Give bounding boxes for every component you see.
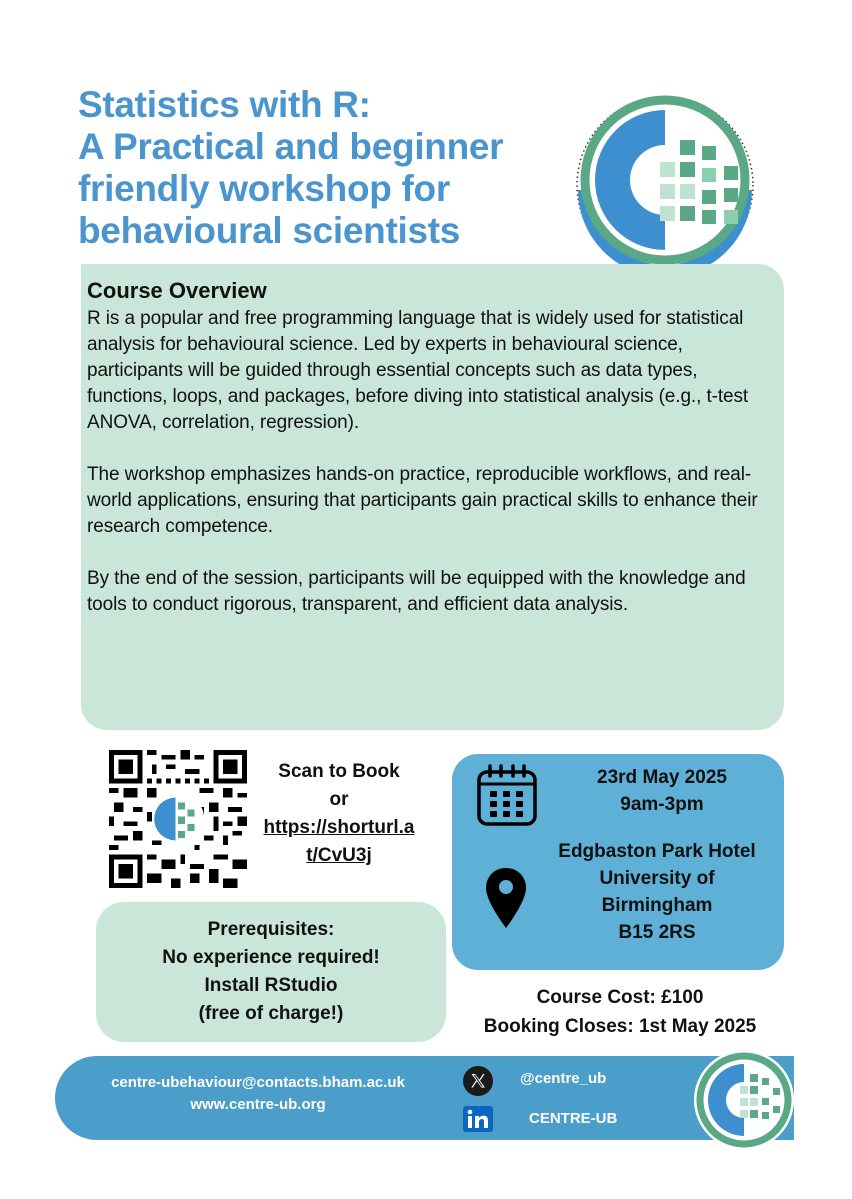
title-line: friendly workshop for: [78, 168, 450, 209]
prerequisites-line: No experience required!: [162, 947, 380, 968]
overview-paragraph: By the end of the session, participants will be equipped with the knowledge and tools to conduct rigorous, transparent, and efficient data analysis.: [87, 568, 746, 615]
venue-line: B15 2RS: [618, 922, 696, 943]
booking-qr-code-icon[interactable]: [107, 750, 249, 888]
course-overview-panel: [81, 264, 784, 730]
title-line: Statistics with R:: [78, 84, 371, 125]
centre-ub-logo-small-icon: [692, 1048, 796, 1152]
event-details-panel: [452, 754, 784, 970]
event-time: 9am-3pm: [620, 794, 704, 815]
event-venue: [547, 838, 767, 946]
calendar-icon: [474, 762, 540, 828]
contact-info: [73, 1072, 443, 1116]
venue-line: Birmingham: [601, 895, 713, 916]
or-label: or: [329, 789, 349, 810]
prerequisites-heading: Prerequisites:: [207, 919, 335, 940]
overview-paragraph: The workshop emphasizes hands-on practice, reproducible workflows, and real-world applications, ensuring that participants gain practical skills to enhance their research competence.: [87, 464, 758, 537]
course-cost: Course Cost: £100: [536, 987, 704, 1008]
x-handle[interactable]: @centre_ub: [520, 1070, 607, 1087]
title-line: behavioural scientists: [78, 210, 461, 251]
venue-line: University of: [599, 868, 715, 889]
footer-bar: [55, 1056, 794, 1140]
prerequisites-line: (free of charge!): [198, 1003, 344, 1024]
booking-info: [248, 758, 430, 870]
website-link[interactable]: www.centre-ub.org: [190, 1096, 326, 1113]
location-pin-icon: [484, 866, 528, 932]
title-line: A Practical and beginner: [78, 126, 504, 167]
course-overview-heading: Course Overview: [87, 278, 267, 303]
booking-url-line: https://shorturl.a: [263, 817, 415, 838]
booking-link[interactable]: [248, 814, 430, 870]
centre-ub-logo-icon: [556, 90, 774, 280]
x-twitter-icon[interactable]: [463, 1066, 493, 1096]
booking-closes: Booking Closes: 1st May 2025: [483, 1016, 757, 1037]
event-date-time: [552, 764, 772, 818]
linkedin-icon[interactable]: [463, 1106, 493, 1132]
page-title: [78, 84, 548, 252]
booking-url-line: t/CvU3j: [306, 845, 372, 866]
contact-email-link[interactable]: centre-ubehaviour@contacts.bham.ac.uk: [111, 1074, 405, 1091]
venue-line: Edgbaston Park Hotel: [558, 841, 756, 862]
overview-paragraph: R is a popular and free programming language that is widely used for statistical analysis for behavioural science. Led by experts in behavioural science, participants will be guided through essential concepts such as data types, functions, loops, and packages, before diving into statistical analysis (e.g., t-test ANOVA, correlation, regression).: [87, 308, 749, 433]
prerequisites-panel: [96, 902, 446, 1042]
linkedin-name[interactable]: CENTRE-UB: [529, 1110, 618, 1127]
scan-to-book-label: Scan to Book: [278, 761, 400, 782]
event-date: 23rd May 2025: [597, 767, 727, 788]
prerequisites-line: Install RStudio: [204, 975, 338, 996]
cost-info: [455, 983, 785, 1041]
